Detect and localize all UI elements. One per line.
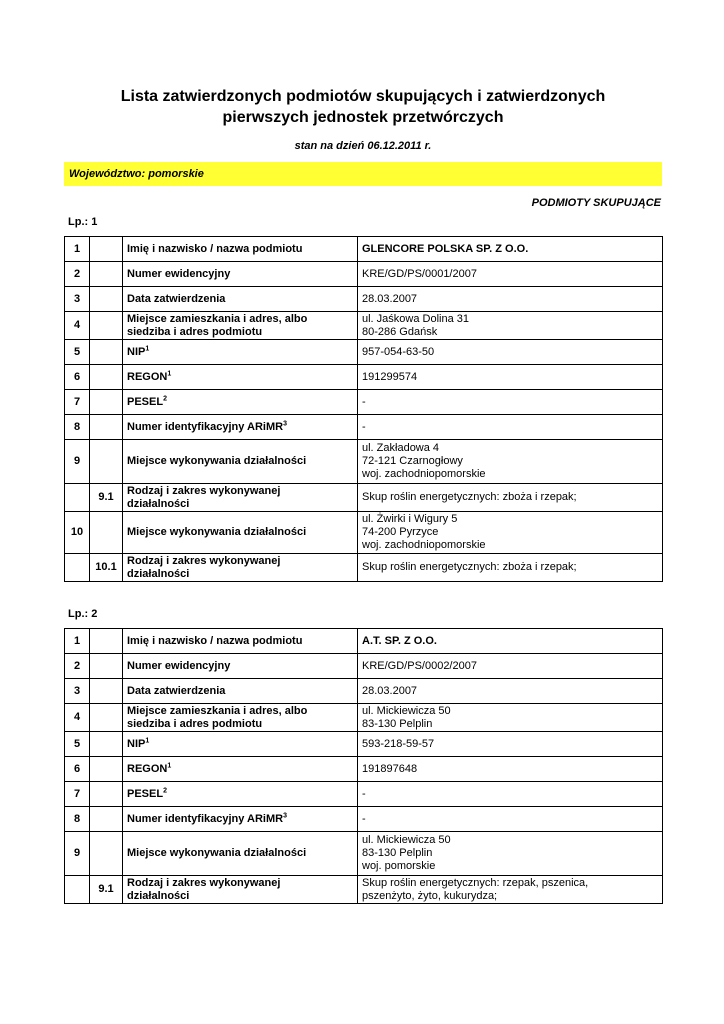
value-arimr: - [358, 807, 663, 832]
label-scope [123, 484, 358, 512]
row-number: 8 [65, 415, 90, 440]
value-address [358, 704, 663, 732]
table-row [65, 654, 663, 679]
row-number: 7 [65, 390, 90, 415]
label-address [123, 312, 358, 340]
row-number: 2 [65, 654, 90, 679]
label-approval-date: Data zatwierdzenia [123, 679, 358, 704]
address-line: 83-130 Pelplin [362, 717, 433, 730]
address-line: 72-121 Czarnogłowy [362, 455, 463, 467]
footnote-marker: 1 [145, 344, 150, 352]
table-row [65, 262, 663, 287]
label-regon-text: REGON [127, 762, 168, 775]
address-line: 83-130 Pelplin [362, 847, 433, 859]
label-scope-line-2: działalności [127, 567, 190, 580]
table-row [65, 629, 663, 654]
value-pesel: - [358, 782, 663, 807]
row-sub-number: 9.1 [90, 876, 123, 904]
row-number: 5 [65, 732, 90, 757]
row-number: 1 [65, 237, 90, 262]
row-number: 2 [65, 262, 90, 287]
row-number: 5 [65, 340, 90, 365]
document-title-line-2: pierwszych jednostek przetwórczych [222, 109, 504, 126]
row-sub-number [90, 757, 123, 782]
label-address-line-2: siedziba i adres podmiotu [127, 717, 263, 730]
row-sub-number [90, 415, 123, 440]
table-row [65, 512, 663, 554]
value-place-address [358, 832, 663, 876]
label-place: Miejsce wykonywania działalności [123, 512, 358, 554]
label-nip-text: NIP [127, 737, 146, 750]
value-scope [358, 876, 663, 904]
label-place: Miejsce wykonywania działalności [123, 440, 358, 484]
row-number-empty [65, 876, 90, 904]
label-scope-line-1: Rodzaj i zakres wykonywanej [127, 484, 281, 497]
record-2-table [64, 628, 663, 904]
label-regon [123, 757, 358, 782]
label-scope-line-2: działalności [127, 889, 190, 902]
row-sub-number [90, 262, 123, 287]
row-number: 3 [65, 679, 90, 704]
address-line: woj. zachodniopomorskie [362, 468, 486, 480]
footnote-marker: 3 [283, 419, 287, 427]
row-sub-number [90, 654, 123, 679]
table-row [65, 312, 663, 340]
table-row [65, 807, 663, 832]
table-row [65, 757, 663, 782]
row-sub-number [90, 365, 123, 390]
value-pesel: - [358, 390, 663, 415]
address-line: 74-200 Pyrzyce [362, 526, 439, 538]
label-pesel [123, 782, 358, 807]
address-line: ul. Mickiewicza 50 [362, 834, 451, 846]
label-arimr-text: Numer identyfikacyjny ARiMR [127, 812, 284, 825]
label-reg-number: Numer ewidencyjny [123, 654, 358, 679]
row-number: 9 [65, 832, 90, 876]
table-row [65, 287, 663, 312]
value-arimr: - [358, 415, 663, 440]
row-number: 1 [65, 629, 90, 654]
row-number: 3 [65, 287, 90, 312]
row-number-empty [65, 554, 90, 582]
value-approval-date: 28.03.2007 [358, 679, 663, 704]
region-banner: Województwo: pomorskie [64, 162, 662, 186]
footnote-marker: 1 [167, 369, 172, 377]
row-sub-number [90, 732, 123, 757]
label-nip-text: NIP [127, 345, 146, 358]
row-number: 6 [65, 757, 90, 782]
label-regon [123, 365, 358, 390]
table-row [65, 365, 663, 390]
label-pesel-text: PESEL [127, 395, 164, 408]
value-name: A.T. SP. Z O.O. [358, 629, 663, 654]
address-line: ul. Jaśkowa Dolina 31 [362, 312, 470, 325]
row-sub-number [90, 312, 123, 340]
record-2-lp: Lp.: 2 [68, 608, 98, 620]
label-name: Imię i nazwisko / nazwa podmiotu [123, 237, 358, 262]
label-arimr-text: Numer identyfikacyjny ARiMR [127, 420, 284, 433]
value-place-address [358, 440, 663, 484]
label-place: Miejsce wykonywania działalności [123, 832, 358, 876]
table-row [65, 390, 663, 415]
value-scope: Skup roślin energetycznych: zboża i rzepak; [358, 484, 663, 512]
label-address-line-1: Miejsce zamieszkania i adres, albo [127, 704, 308, 717]
label-reg-number: Numer ewidencyjny [123, 262, 358, 287]
address-line: ul. Żwirki i Wigury 5 [362, 513, 458, 525]
value-reg-number: KRE/GD/PS/0001/2007 [358, 262, 663, 287]
table-row [65, 704, 663, 732]
footnote-marker: 1 [145, 736, 150, 744]
row-sub-number [90, 807, 123, 832]
value-regon: 191897648 [358, 757, 663, 782]
label-pesel-text: PESEL [127, 787, 164, 800]
label-regon-text: REGON [127, 370, 168, 383]
label-address [123, 704, 358, 732]
table-row [65, 237, 663, 262]
row-sub-number: 10.1 [90, 554, 123, 582]
value-nip: 593-218-59-57 [358, 732, 663, 757]
footnote-marker: 2 [163, 786, 167, 794]
label-pesel [123, 390, 358, 415]
label-arimr [123, 415, 358, 440]
footnote-marker: 2 [163, 394, 167, 402]
table-row [65, 876, 663, 904]
address-line: ul. Mickiewicza 50 [362, 704, 451, 717]
table-row [65, 340, 663, 365]
value-approval-date: 28.03.2007 [358, 287, 663, 312]
table-row [65, 782, 663, 807]
row-sub-number [90, 512, 123, 554]
status-date: stan na dzień 06.12.2011 r. [294, 140, 432, 152]
footnote-marker: 1 [167, 761, 172, 769]
row-number: 6 [65, 365, 90, 390]
address-line: woj. zachodniopomorskie [362, 539, 486, 551]
row-sub-number [90, 237, 123, 262]
row-sub-number [90, 287, 123, 312]
scope-line: pszenżyto, żyto, kukurydza; [362, 889, 498, 902]
row-sub-number [90, 704, 123, 732]
value-reg-number: KRE/GD/PS/0002/2007 [358, 654, 663, 679]
row-number: 7 [65, 782, 90, 807]
label-name: Imię i nazwisko / nazwa podmiotu [123, 629, 358, 654]
value-place-address [358, 512, 663, 554]
label-approval-date: Data zatwierdzenia [123, 287, 358, 312]
table-row [65, 554, 663, 582]
value-regon: 191299574 [358, 365, 663, 390]
record-1-table [64, 236, 663, 582]
record-1-lp: Lp.: 1 [68, 216, 98, 228]
label-address-line-2: siedziba i adres podmiotu [127, 325, 263, 338]
document-title [64, 86, 662, 128]
row-sub-number [90, 440, 123, 484]
row-number: 4 [65, 704, 90, 732]
label-scope [123, 554, 358, 582]
row-sub-number [90, 390, 123, 415]
label-nip [123, 340, 358, 365]
label-scope-line-2: działalności [127, 497, 190, 510]
row-number: 4 [65, 312, 90, 340]
label-address-line-1: Miejsce zamieszkania i adres, albo [127, 312, 308, 325]
row-number: 8 [65, 807, 90, 832]
value-address [358, 312, 663, 340]
row-sub-number [90, 832, 123, 876]
label-scope-line-1: Rodzaj i zakres wykonywanej [127, 554, 281, 567]
label-scope-line-1: Rodzaj i zakres wykonywanej [127, 876, 281, 889]
row-sub-number [90, 782, 123, 807]
row-number-empty [65, 484, 90, 512]
label-arimr [123, 807, 358, 832]
label-scope [123, 876, 358, 904]
row-sub-number [90, 340, 123, 365]
address-line: woj. pomorskie [362, 860, 436, 872]
table-row [65, 832, 663, 876]
address-line: 80-286 Gdańsk [362, 325, 438, 338]
table-row [65, 484, 663, 512]
row-sub-number [90, 679, 123, 704]
row-sub-number: 9.1 [90, 484, 123, 512]
footnote-marker: 3 [283, 811, 287, 819]
value-scope: Skup roślin energetycznych: zboża i rzepak; [358, 554, 663, 582]
row-sub-number [90, 629, 123, 654]
address-line: ul. Zakładowa 4 [362, 442, 440, 454]
row-number: 10 [65, 512, 90, 554]
table-row [65, 440, 663, 484]
table-row [65, 415, 663, 440]
table-row [65, 679, 663, 704]
label-nip [123, 732, 358, 757]
document-title-line-1: Lista zatwierdzonych podmiotów skupujących i zatwierdzonych [120, 88, 606, 105]
section-heading: PODMIOTY SKUPUJĄCE [531, 197, 661, 209]
row-number: 9 [65, 440, 90, 484]
scope-line: Skup roślin energetycznych: rzepak, pszenica, [362, 876, 589, 889]
value-nip: 957-054-63-50 [358, 340, 663, 365]
value-name: GLENCORE POLSKA SP. Z O.O. [358, 237, 663, 262]
table-row [65, 732, 663, 757]
